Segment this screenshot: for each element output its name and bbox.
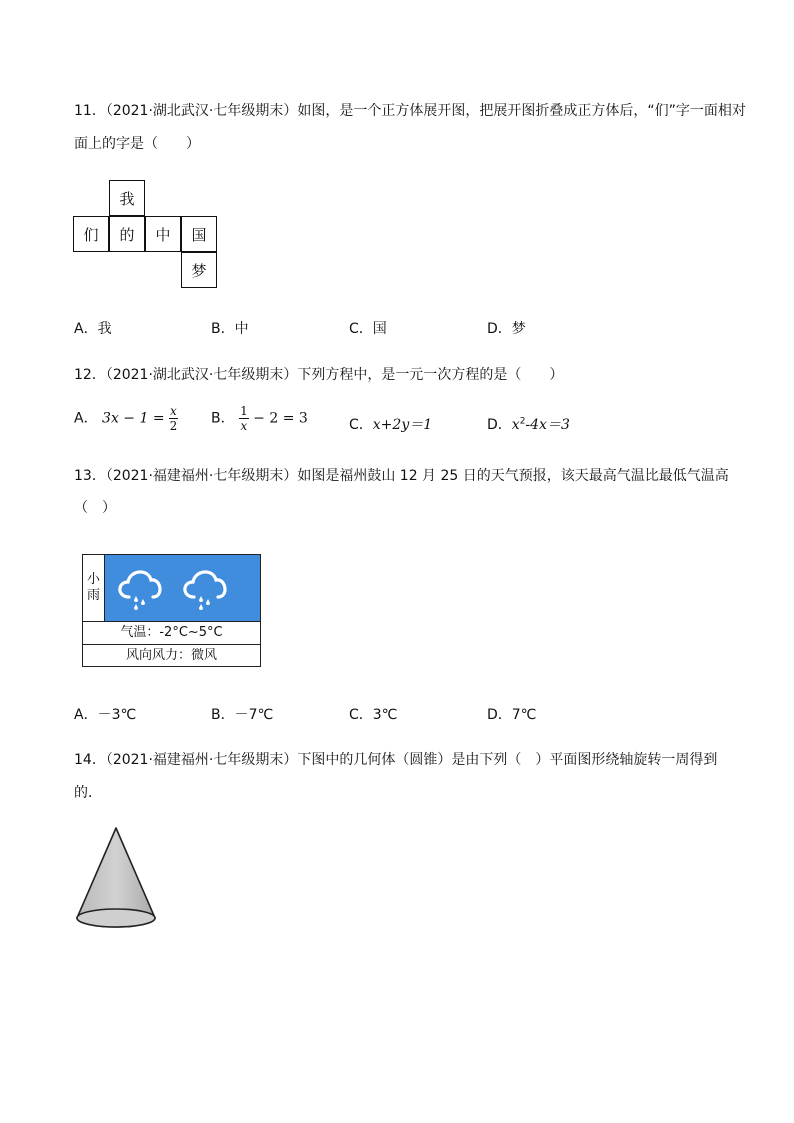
q12-d-base: x xyxy=(511,417,520,433)
rain-drops-icon xyxy=(134,596,145,610)
weather-condition-char-1: 小 xyxy=(86,572,100,588)
q13-option-a: A．－3℃ xyxy=(74,707,137,723)
q11-option-d: D．梦 xyxy=(487,321,526,337)
cone-figure xyxy=(70,822,162,934)
q13-text-line2: （ ） xyxy=(74,500,116,516)
q12-option-a xyxy=(74,405,178,432)
q13-option-d: D．7℃ xyxy=(487,707,537,723)
q12-a-fraction xyxy=(169,405,178,432)
net-cell-zhong: 中 xyxy=(145,216,181,252)
q12-b-rhs: − 2 = 3 xyxy=(253,410,308,427)
weather-forecast-box xyxy=(82,554,261,667)
q12-a-label: A． xyxy=(74,410,98,427)
net-cell-wo: 我 xyxy=(109,180,145,216)
q12-d-rest: -4x＝3 xyxy=(525,417,570,433)
weather-condition-label xyxy=(83,555,105,621)
q12-option-b xyxy=(211,405,308,432)
q11-option-c: C．国 xyxy=(349,321,387,337)
rain-cloud-icons xyxy=(105,555,260,621)
q13-option-b: B．－7℃ xyxy=(211,707,274,723)
q12-a-lhs: 3x − 1 = xyxy=(102,410,165,427)
q12-a-den: 2 xyxy=(169,419,178,433)
weather-temperature: 气温：-2°C~5°C xyxy=(83,621,260,644)
q12-a-num: x xyxy=(170,404,177,418)
weather-icon-panel xyxy=(105,555,260,621)
q12-b-fraction xyxy=(239,405,249,432)
weather-condition-char-2: 雨 xyxy=(86,588,100,603)
rain-cloud-icon xyxy=(120,572,160,597)
q13-option-c: C．3℃ xyxy=(349,707,398,723)
q12-text-line1: 12．（2021·湖北武汉·七年级期末）下列方程中，是一元一次方程的是（ ） xyxy=(74,367,564,383)
rain-cloud-icon-2 xyxy=(185,572,225,597)
q12-d-exp: 2 xyxy=(519,416,526,427)
q14-text-line1: 14．（2021·福建福州·七年级期末）下图中的几何体（圆锥）是由下列（ ）平面图形绕轴旋转一周得到 xyxy=(74,752,718,768)
q12-c-label: C． xyxy=(349,417,373,433)
q12-option-c xyxy=(349,414,432,434)
q12-d-label: D． xyxy=(487,417,512,433)
net-cell-meng: 梦 xyxy=(181,252,217,288)
cone-base xyxy=(77,909,155,927)
weather-wind: 风向风力：微风 xyxy=(83,644,260,667)
q12-option-d xyxy=(487,414,570,434)
q11-option-a: A．我 xyxy=(74,321,112,337)
q13-text-line1: 13．（2021·福建福州·七年级期末）如图是福州鼓山 12 月 25 日的天气预报，该天最高气温比最低气温高 xyxy=(74,468,729,484)
q14-text-line2: 的． xyxy=(74,785,102,801)
net-cell-de: 的 xyxy=(109,216,145,252)
net-cell-men: 们 xyxy=(73,216,109,252)
q12-b-label: B． xyxy=(211,410,235,427)
rain-drops-icon-2 xyxy=(199,596,210,610)
q12-b-den: x xyxy=(240,419,248,433)
q12-c-expr: x+2y＝1 xyxy=(372,417,433,433)
net-cell-guo: 国 xyxy=(181,216,217,252)
q11-text-line1: 11．（2021·湖北武汉·七年级期末）如图，是一个正方体展开图，把展开图折叠成正方体后，“们”字一面相对 xyxy=(74,103,746,119)
q11-option-b: B．中 xyxy=(211,321,249,337)
q11-text-line2: 面上的字是（ ） xyxy=(74,136,200,152)
q12-b-num: 1 xyxy=(240,404,248,418)
